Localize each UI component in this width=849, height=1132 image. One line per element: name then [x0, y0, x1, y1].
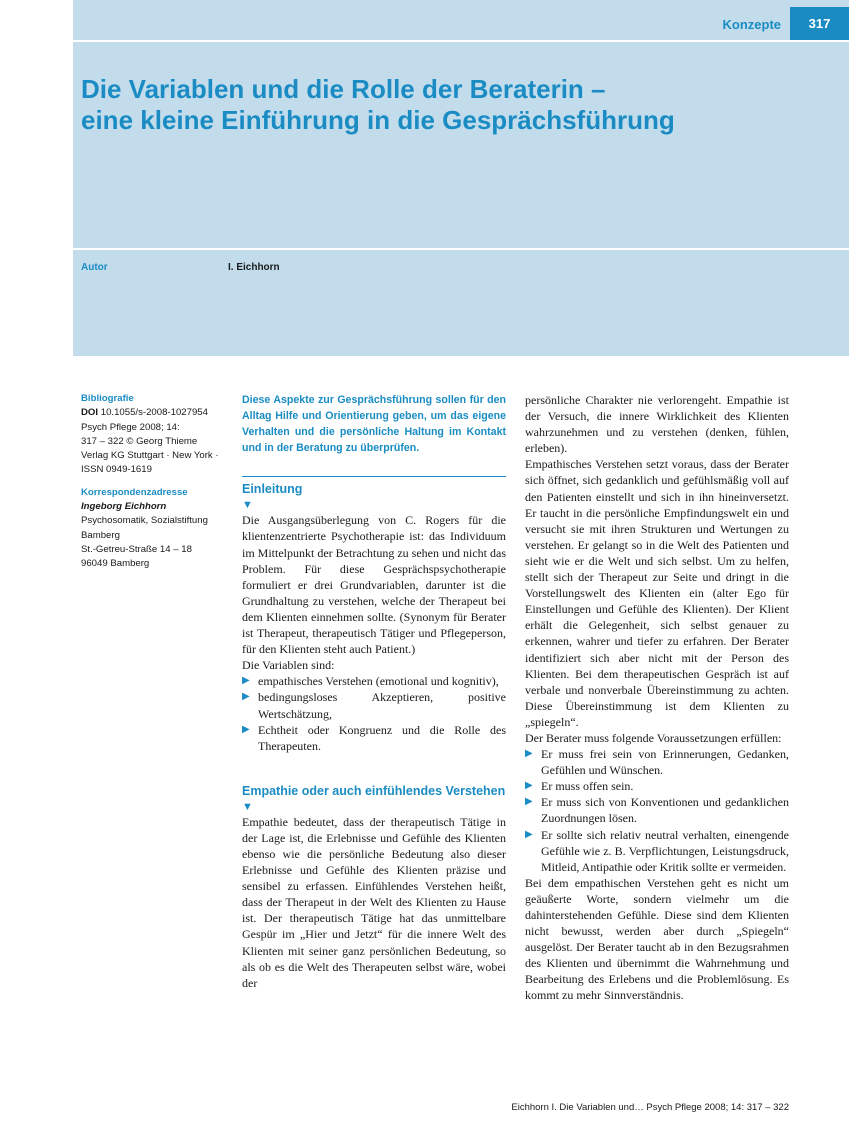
list-item-text: Er muss frei sein von Erinnerungen, Gedanken, Gefühlen und Wünschen. — [541, 747, 789, 778]
requirements-list — [525, 746, 789, 875]
list-item — [525, 794, 789, 826]
doi-link[interactable]: 10.1055/s-2008-1027954 — [100, 407, 208, 419]
bullet-triangle-icon: ▶ — [525, 796, 533, 808]
text-column-1 — [242, 392, 506, 991]
bibliografie-heading: Bibliografie — [81, 393, 134, 404]
bullet-triangle-icon: ▶ — [242, 723, 250, 735]
list-item — [242, 689, 506, 721]
doi-label: DOI — [81, 407, 99, 419]
bibliography-sidebar — [81, 392, 231, 572]
bullet-triangle-icon: ▶ — [525, 780, 533, 792]
list-item — [242, 673, 506, 689]
page-number: 317 — [790, 7, 849, 40]
triangle-down-icon: ▼ — [242, 800, 253, 813]
list-item — [525, 827, 789, 875]
paragraph: Empathie bedeutet, dass der therapeutisch Tätige in der Lage ist, die Erlebnisse und Gefühle des Klienten ebenso wie die persönliche Bedeutung also dieser Erlebnisse und Gefühle des Klienten präzise und sensibel zu erfassen. Einfühlendes Verstehen heißt, dass der Therapeut in der Welt des Klienten zu Hause ist. Der therapeutisch Tätige hat das unmittelbare Gespür im „Hier und Jetzt“ für die innere Welt des Klienten mit seiner ganz persönlichen Bedeutung, so als ob es die Welt des Therapeuten selbst wäre, wobei der — [242, 814, 506, 990]
paragraph: Die Ausgangsüberlegung von C. Rogers für die klientenzentrierte Psychotherapie ist: das Individuum im Mittelpunkt der Betrachtung zu sehen und nicht das Problem. Für diese Gesprächspsychotherapie formuliert er drei Grundvariablen, darunter ist die Grundhaltung zu verstehen, welche der Therapeut bei dem Klienten einnehmen sollte. (Synonym für Berater ist Therapeut, therapeutisch Tätiger und Pflegeperson, für den Klienten steht auch Patient.) — [242, 513, 506, 657]
citation-line: Psych Pflege 2008; 14: — [81, 421, 180, 433]
paragraph: Empathisches Verstehen setzt voraus, dass der Berater sich öffnet, sich gedanklich und gefühlsmäßig voll auf den Patienten einstellt und sich in ihn hineinversetzt. Er taucht in die persönliche Empfindungswelt ein und versucht sie mit ihren Strukturen und Wertungen zu verstehen. Er gelangt so in die Welt des Patienten und sieht wie er die Welt und sich selbst. Um zu helfen, stellt sich der Therapeut zur Seite und dringt in die Vorstellungswelt des Klienten ein (alter Ego für Einstellungen und Gefühle des Klienten). Der Klient erhält die Gelegenheit, sich selbst genauer zu erkennen, wahrer und tiefer zu erfahren. Der Berater identifiziert sich aber nicht mit der Person des Klienten. Bei dem therapeutischen Gespräch ist auf verbale und nonverbale Übereinstimmung zu achten. Diese Übereinstimmung ist dem Klienten zu „spiegeln“. — [525, 457, 789, 729]
section-heading-empathie: Empathie oder auch einfühlendes Verstehen — [242, 783, 506, 798]
list-item-text: bedingungsloses Akzeptieren, positive Wertschätzung, — [258, 690, 506, 721]
address-line: Psychosomatik, Sozialstiftung — [81, 515, 208, 527]
list-item-text: Er muss sich von Konventionen und gedanklichen Zuordnungen lösen. — [541, 795, 789, 826]
intro-abstract: Diese Aspekte zur Gesprächsführung sollen für den Alltag Hilfe und Orientierung geben, um das eigene Verhalten und die persönliche Haltung im Kontakt und in der Beratung zu überprüfen. — [242, 394, 506, 455]
doi-line — [81, 406, 231, 420]
korrespondenz-heading: Korrespondenzadresse — [81, 486, 188, 498]
bullet-triangle-icon: ▶ — [242, 675, 250, 687]
address-line: St.-Getreu-Straße 14 – 18 — [81, 543, 192, 555]
text-column-2 — [525, 392, 789, 1004]
list-item — [242, 722, 506, 754]
list-item-text: Er muss offen sein. — [541, 779, 634, 794]
list-item-text: Echtheit oder Kongruenz und die Rolle des Therapeuten. — [258, 722, 506, 753]
list-item — [525, 746, 789, 778]
citation-line: Verlag KG Stuttgart · New York · — [81, 450, 219, 462]
author-name: I. Eichhorn — [228, 262, 280, 273]
title-line: eine kleine Einführung in die Gesprächsführung — [81, 105, 675, 135]
bullet-triangle-icon: ▶ — [525, 748, 533, 760]
korrespondenz-name: Ingeborg Eichhorn — [81, 501, 167, 513]
paragraph: Die Variablen sind: — [242, 658, 335, 673]
author-label: Autor — [81, 262, 108, 273]
list-item-text: Er sollte sich relativ neutral verhalten, einengende Gefühle wie z. B. Verpflichtungen, Leistungsdruck, Mitleid, Antipathie oder Kritik sollte er vermeiden. — [541, 827, 789, 874]
paragraph: Bei dem empathischen Verstehen geht es nicht um geäußerte Worte, sondern vielmehr um die dahinterstehenden Gefühle. Diese sind dem Klienten nicht bewusst, werden aber durch „Spiegeln“ ausgelöst. Der Berater taucht ab in den Bezugsrahmen des Klienten und übernimmt die Wahrnehmung und Bearbeitung des Erlebens und die Problemlösung. Es kommt zu mehr Sinnverständnis. — [525, 875, 789, 1003]
section-divider — [242, 476, 506, 477]
address-line: Bamberg — [81, 529, 120, 541]
paragraph: persönliche Charakter nie verlorengeht. Empathie ist der Versuch, die innere Wirklichkeit des Klienten wahrzunehmen und zu verstehen (denken, fühlen, erleben). — [525, 393, 789, 456]
variables-list — [242, 673, 506, 753]
header-band — [73, 0, 849, 40]
author-band — [73, 250, 849, 356]
bullet-triangle-icon: ▶ — [525, 828, 533, 840]
title-line: Die Variablen und die Rolle der Beraterin – — [81, 74, 606, 104]
list-item-text: empathisches Verstehen (emotional und kognitiv), — [258, 674, 499, 689]
issn-line: ISSN 0949-1619 — [81, 464, 152, 476]
paragraph: Der Berater muss folgende Voraussetzungen erfüllen: — [525, 730, 782, 745]
article-title — [81, 74, 821, 136]
bullet-triangle-icon: ▶ — [242, 691, 250, 703]
page-footer-citation: Eichhorn I. Die Variablen und… Psych Pflege 2008; 14: 317 – 322 — [511, 1102, 789, 1113]
section-label: Konzepte — [722, 17, 781, 32]
section-heading-einleitung: Einleitung — [242, 482, 303, 497]
citation-line: 317 – 322 © Georg Thieme — [81, 435, 198, 447]
triangle-down-icon: ▼ — [242, 499, 253, 512]
address-line: 96049 Bamberg — [81, 558, 150, 570]
list-item — [525, 778, 789, 794]
title-band — [73, 42, 849, 248]
